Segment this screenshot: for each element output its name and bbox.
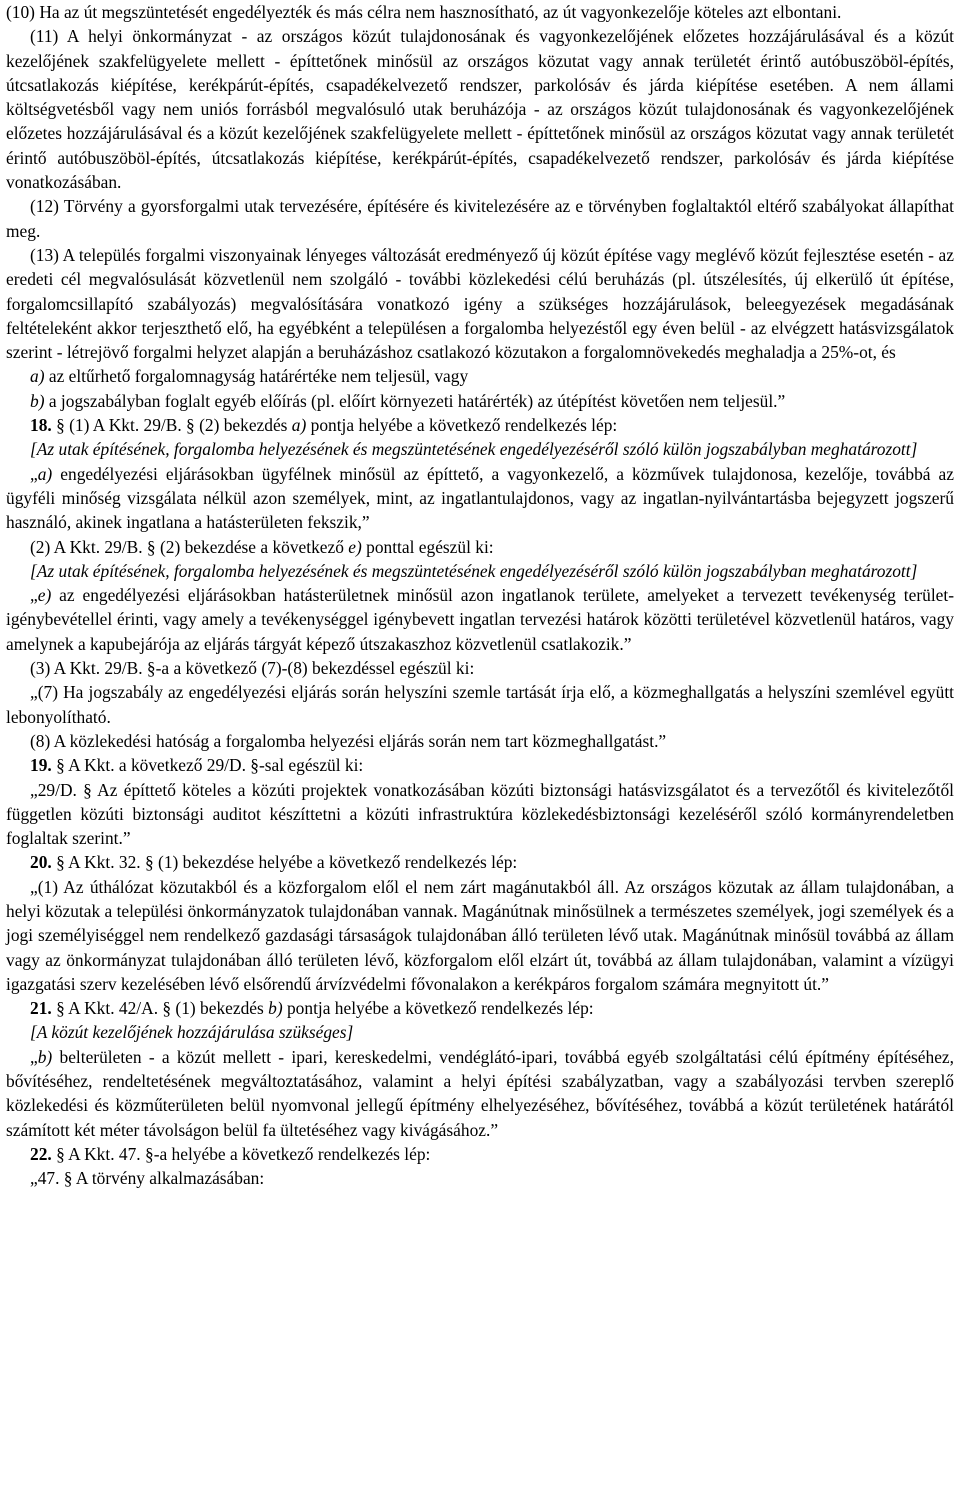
paragraph [6,0,954,24]
text-run: „(7) Ha jogszabály az engedélyezési eljárás során helyszíni szemle tartását írja elő, a közmeghallgatás a helyszíni szemlével együtt lebonyolítható. [6,682,954,727]
text-run: (11) A helyi önkormányzat - az országos közút tulajdonosának és vagyonkezelőjének előzetes hozzájárulásával és a közút kezelőjének szakfelügyelete mellett - építtetőnek minősül az országos közutat vagy annak területét érintő autóbuszöböl-építés, útcsatlakozás kiépítése, kerékpárút-építés, csapadékelvezető rendszer, parkolósáv és járda kiépítése esetében. A nem állami költségvetésből vagy nem uniós forrásból megvalósuló utak beruházója - az országos közút tulajdonosának és vagyonkezelőjének előzetes hozzájárulásával és a közút kezelőjének szakfelügyelete mellett - építtetőnek minősül az országos közutat vagy annak területét érintő autóbuszöböl-építés, útcsatlakozás kiépítése, kerékpárút-építés, csapadékelvezető rendszer, parkolósáv és járda kiépítése vonatkozásában. [6,26,954,193]
text-run: (13) A település forgalmi viszonyainak lényeges változását eredményező új közút építése vagy meglévő közút fejlesztése esetén - az eredeti cél megvalósulását közvetlenül nem szolgáló - további közlekedési célú beruházás (pl. útszélesítés, új elkerülő út építése, forgalomcsillapító szabályozás) megvalósítására vonatkozó igény a szükséges hozzájárulások, beleegyezések megadásának feltételeként akkor terjeszthető elő, ha egyébként a településen a forgalomba helyezéstől egy éven belül - az elvégzett hatásvizsgálatok szerint - létrejövő forgalmi helyzet alapján a beruházáshoz csatlakozó közutakon a forgalomnövekedés meghaladja a 25%-ot, és [6,244,954,363]
text-run: (8) A közlekedési hatóság a forgalomba helyezési eljárás során nem tart közmeghallgatást.” [30,730,667,751]
text-run: § A Kkt. 32. § (1) bekezdése helyébe a következő rendelkezés lép: [51,852,518,873]
paragraph [6,364,954,388]
paragraph [6,24,954,194]
text-run: „47. § A törvény alkalmazásában: [30,1168,265,1189]
text-run: § A Kkt. 47. §-a helyébe a következő rendelkezés lép: [51,1143,431,1164]
text-run: (2) A Kkt. 29/B. § (2) bekezdése a következő [30,536,349,557]
text-run: „ [30,463,38,484]
paragraph [6,680,954,729]
paragraph [6,1045,954,1142]
paragraph [6,462,954,535]
text-run: e) [37,585,52,606]
text-run: „ [30,585,38,606]
paragraph [6,1020,954,1044]
text-run: a) [37,463,53,484]
text-run: a) [291,415,307,436]
text-run: 22. [30,1143,52,1164]
text-run: ponttal egészül ki: [361,536,494,557]
paragraph [6,996,954,1020]
paragraph [6,194,954,243]
text-run: pontja helyébe a következő rendelkezés lép: [306,415,618,436]
paragraph [6,1142,954,1166]
text-run: [Az utak építésének, forgalomba helyezésének és megszüntetésének engedélyezéséről szóló külön jogszabályban meghatározott] [30,439,918,460]
text-run: 21. [30,998,52,1019]
text-run: 18. [30,415,52,436]
text-run: (12) Törvény a gyorsforgalmi utak tervezésére, építésére és kivitelezésére az e törvényben foglaltaktól eltérő szabályokat állapíthat meg. [6,196,954,241]
text-run: 20. [30,852,52,873]
paragraph [6,535,954,559]
paragraph [6,389,954,413]
text-run: § A Kkt. a következő 29/D. §-sal egészül ki: [51,755,364,776]
paragraph [6,559,954,583]
text-run: (3) A Kkt. 29/B. §-a a következő (7)-(8) bekezdéssel egészül ki: [30,658,475,679]
text-run: § (1) A Kkt. 29/B. § (2) bekezdés [51,415,292,436]
text-run: 19. [30,755,52,776]
paragraph [6,753,954,777]
text-run: [Az utak építésének, forgalomba helyezésének és megszüntetésének engedélyezéséről szóló külön jogszabályban meghatározott] [30,560,918,581]
text-run: b) [268,998,283,1019]
text-run: a) [30,366,45,387]
paragraph [6,583,954,656]
text-run: belterületen - a közút mellett - ipari, kereskedelmi, vendéglátó-ipari, továbbá egyéb szolgáltatási célú építmény építéséhez, bővítéséhez, rendeltetésének megváltoztatásához, valamint a helyi építési szabályzatban, vagy a szabályozási tervben szereplő közlekedési és közműterületen belül nyomvonal jellegű építmény elhelyezéséhez, bővítéséhez, továbbá a közút területének határától számított két méter távolságon belül fa ültetéséhez vagy kivágásához.” [6,1046,954,1140]
text-run: (10) Ha az út megszüntetését engedélyezték és más célra nem hasznosítható, az út vagyonkezelője köteles azt elbontani. [6,2,842,22]
paragraph [6,850,954,874]
text-run: „(1) Az úthálózat közutakból és a közforgalom elől el nem zárt magánutakból áll. Az országos közutak az állam tulajdonában, a helyi közutak a települési önkormányzatok tulajdonában vannak. Magánútnak minősülnek a természetes személyek, jogi személyek és a jogi személyiséggel nem rendelkező gazdasági társaságok tulajdonában álló területen lévő utak. Magánútnak minősül továbbá az állam vagy az önkormányzat tulajdonában álló területen lévő, közforgalom elől elzárt út, továbbá az állam tulajdonában, valamint a vízügyi igazgatási szerv kezelésében lévő elsőrendű árvízvédelmi fővonalakon a kerékpáros forgalom számára megnyitott út.” [6,876,954,994]
paragraph [6,656,954,680]
text-run: b) [37,1046,53,1067]
text-run: e) [348,536,362,557]
paragraph [6,1166,954,1190]
text-run: az engedélyezési eljárásokban hatásterületnek minősül azon ingatlanok területe, amelyeket a tervezett tevékenység terület-igénybevétellel érinti, vagy amely a tevékenységgel igénybevett ingatlan tervezési határok közötti területével közvetlenül határos, vagy amelynek a kapubejárója az eljárás tárgyát képező útszakaszhoz közvetlenül csatlakozik.” [6,585,954,654]
text-run: az eltűrhető forgalomnagyság határértéke nem teljesül, vagy [44,366,469,387]
text-run: a jogszabályban foglalt egyéb előírás (pl. előírt környezeti határérték) az útépítést követően nem teljesül.” [44,390,786,411]
text-run: [A közút kezelőjének hozzájárulása szükséges] [30,1022,354,1043]
paragraph [6,243,954,364]
paragraph [6,413,954,437]
text-run: b) [30,390,45,411]
paragraph [6,778,954,851]
text-run: „29/D. § Az építtető köteles a közúti projektek vonatkozásában közúti biztonsági hatásvizsgálatot és a tervezőtől és kivitelezőtől független közúti biztonsági auditot készíttetni a közúti infrastruktúra közlekedésbiztonsági kezeléséről szóló kormányrendeletben foglaltak szerint.” [6,779,954,849]
paragraph [6,437,954,461]
text-run: pontja helyébe a következő rendelkezés lép: [282,998,594,1019]
text-run: § A Kkt. 42/A. § (1) bekezdés [51,998,269,1019]
text-run: engedélyezési eljárásokban ügyfélnek minősül az építtető, a vagyonkezelő, a közművek tulajdonosa, kezelője, továbbá az ügyféli minőség vizsgálata nélkül azon személyek, mint, az ingatlantulajdonos, vagy az ingatlan-nyilvántartásba bejegyzett jogszerű használó, akinek ingatlana a hatásterületen fekszik,” [6,463,954,533]
paragraph [6,875,954,996]
paragraph [6,729,954,753]
text-run: „ [30,1046,38,1067]
